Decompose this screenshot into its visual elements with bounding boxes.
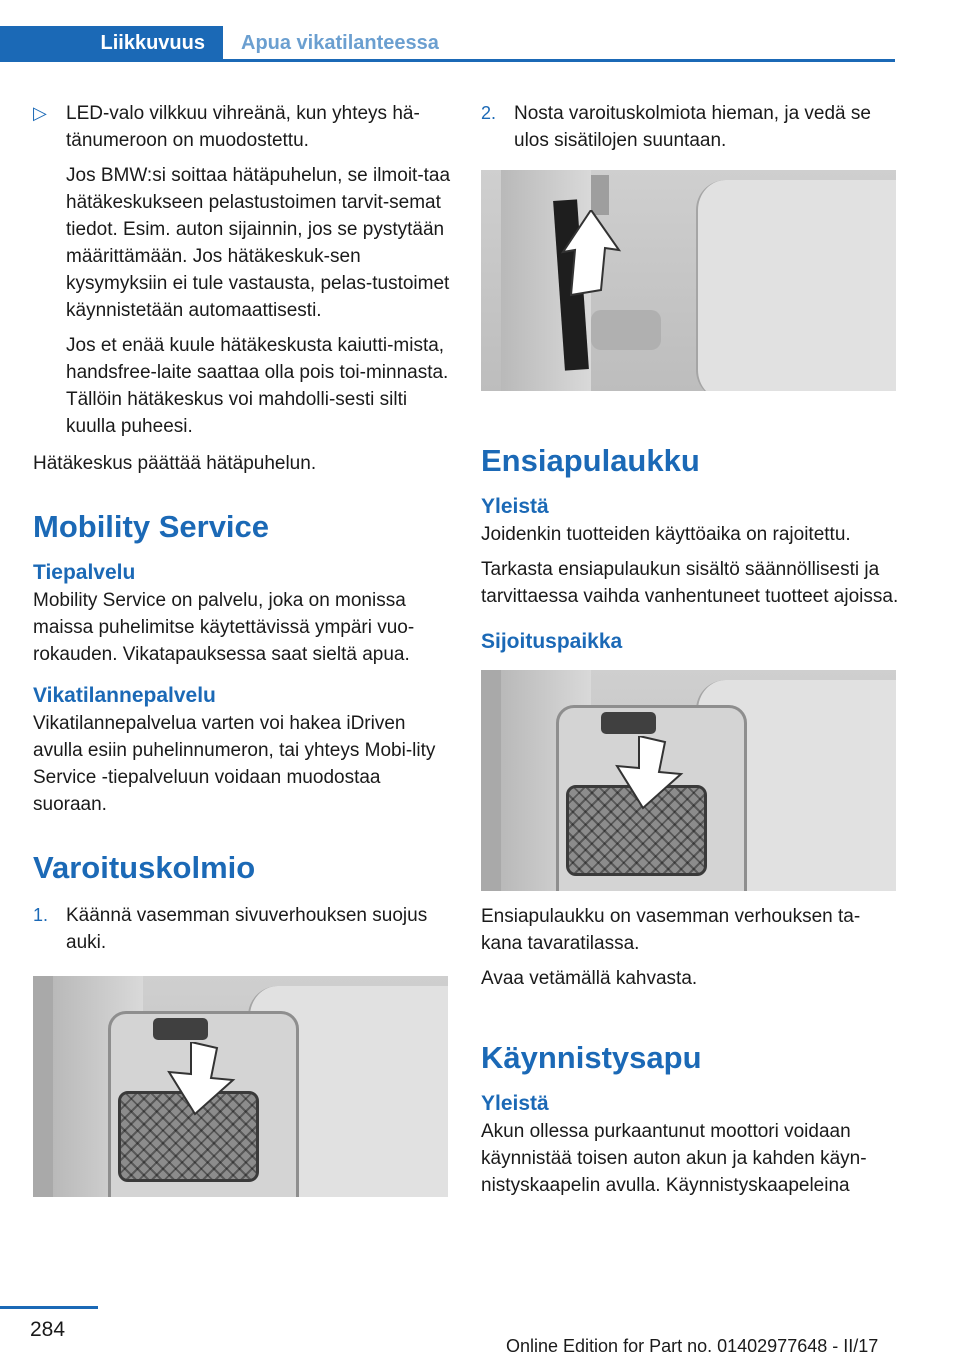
trunk-panel-figure bbox=[33, 976, 448, 1197]
header-rule bbox=[0, 59, 895, 62]
step-text: Käännä vasemman sivuverhouksen suojus auki. bbox=[66, 905, 428, 953]
triangle-bullet-icon: ▷ bbox=[33, 103, 47, 123]
bullet-paragraph: Jos et enää kuule hätäkeskusta kaiutti-mista, handsfree-laite saattaa olla pois toi-minnasta. Tällöin hätäkeskus voi mahdolli-sesti silti kuulla puheesi. bbox=[66, 335, 449, 437]
bullet-paragraph: Jos BMW:si soittaa hätäpuhelun, se ilmoit-taa hätäkeskukseen pelastustoimen tarvit-semat tiedot. Esim. auton sijainnin, jos se pystytään määrittämään. Jos hätäkeskuk-sen kysymyksiin ei tule vastausta, pelas-tustoimet käynnistetään automaattisesti. bbox=[66, 165, 451, 321]
arrow-down-icon bbox=[609, 736, 699, 816]
page-header bbox=[0, 0, 895, 62]
paragraph: Tarkasta ensiapulaukun sisältö säännöllisesti ja tarvittaessa vaihda vanhentuneet tuotteet ajoissa. bbox=[481, 559, 899, 607]
paragraph: Joidenkin tuotteiden käyttöaika on rajoitettu. bbox=[481, 524, 851, 545]
paragraph: Akun ollessa purkaantunut moottori voidaan käynnistää toisen auton akun ja kahden käyn-nistyskaapelin avulla. Käynnistyskaapeleina bbox=[481, 1121, 867, 1196]
step-number: 2. bbox=[481, 103, 497, 123]
subsection-label: Apua vikatilanteessa bbox=[241, 32, 439, 54]
subsection-heading: Tiepalvelu bbox=[33, 561, 136, 584]
handle-shape bbox=[601, 712, 656, 734]
bullet-paragraph: LED-valo vilkkuu vihreänä, kun yhteys hä-tänumeroon on muodostettu. bbox=[66, 103, 420, 151]
section-heading: Mobility Service bbox=[33, 509, 270, 544]
subsection-heading: Yleistä bbox=[481, 495, 549, 518]
handle-shape bbox=[153, 1018, 208, 1040]
page-number: 284 bbox=[30, 1318, 66, 1341]
section-tab bbox=[0, 26, 223, 60]
subsection-heading: Vikatilannepalvelu bbox=[33, 684, 216, 707]
step-item bbox=[481, 100, 901, 154]
paragraph: Hätäkeskus päättää hätäpuhelun. bbox=[33, 453, 317, 474]
subsection-heading: Yleistä bbox=[481, 1092, 549, 1115]
right-column bbox=[481, 100, 901, 1199]
step-number: 1. bbox=[33, 905, 49, 925]
subsection-heading: Sijoituspaikka bbox=[481, 630, 623, 653]
step-item bbox=[33, 902, 453, 956]
edition-text: Online Edition for Part no. 01402977648 - II/17 bbox=[506, 1336, 879, 1356]
paragraph: Mobility Service on palvelu, joka on monissa maissa puhelimitse käytettävissä ympäri vuo-rokauden. Vikatapauksessa saat sieltä apua. bbox=[33, 590, 415, 665]
paragraph: Vikatilannepalvelua varten voi hakea iDriven avulla esiin puhelinnumeron, tai yhteys Mobi-lity Service -tiepalveluun voidaan muodostaa suoraan. bbox=[33, 713, 436, 815]
paragraph: Ensiapulaukku on vasemman verhouksen ta-kana tavaratilassa. bbox=[481, 906, 861, 954]
arrow-down-icon bbox=[161, 1042, 251, 1122]
warning-triangle-figure bbox=[481, 170, 896, 391]
left-column bbox=[33, 100, 453, 1197]
arrow-up-icon bbox=[561, 210, 631, 300]
section-heading: Ensiapulaukku bbox=[481, 443, 700, 478]
footer-rule bbox=[0, 1306, 98, 1309]
section-heading: Varoituskolmio bbox=[33, 850, 256, 885]
bullet-item bbox=[33, 100, 453, 440]
step-text: Nosta varoituskolmiota hieman, ja vedä se ulos sisätilojen suuntaan. bbox=[514, 103, 871, 151]
section-heading: Käynnistysapu bbox=[481, 1040, 702, 1075]
section-label: Liikkuvuus bbox=[100, 31, 205, 54]
paragraph: Avaa vetämällä kahvasta. bbox=[481, 968, 698, 989]
first-aid-location-figure bbox=[481, 670, 896, 891]
